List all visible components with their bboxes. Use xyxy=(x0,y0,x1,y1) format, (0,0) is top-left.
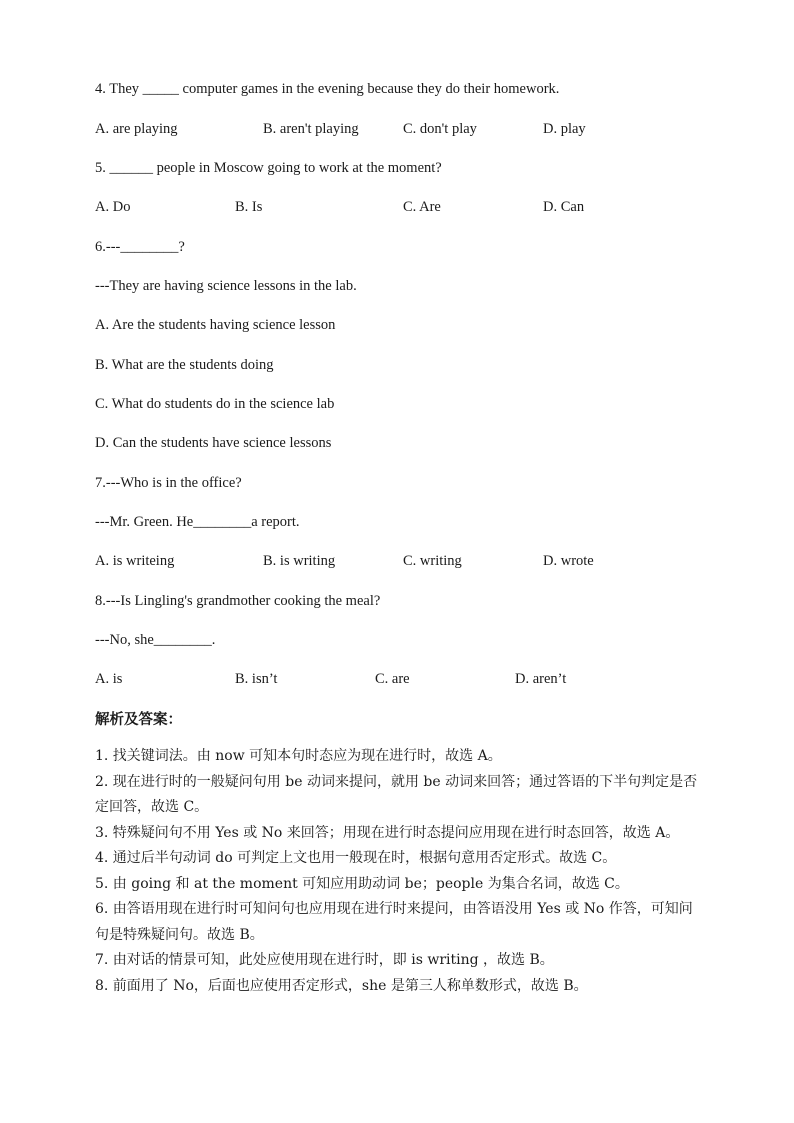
explanation-7: 7. 由对话的情景可知，此处应使用现在进行时，即 is writing ，故选 B。 xyxy=(95,952,554,968)
question-5-stem: 5. ______ people in Moscow going to work at the moment? xyxy=(95,160,442,176)
answers-heading: 解析及答案： xyxy=(95,712,182,728)
question-5-option-d: D. Can xyxy=(543,199,585,215)
question-7-stem: 7.---Who is in the office? xyxy=(95,475,242,491)
question-8-option-b: B. isn’t xyxy=(235,671,278,687)
question-4-option-a: A. are playing xyxy=(95,121,178,137)
question-6-option-a: A. Are the students having science lesson xyxy=(95,317,336,333)
question-4-stem: 4. They _____ computer games in the evening because they do their homework. xyxy=(95,81,560,97)
explanation-3: 3. 特殊疑问句不用 Yes 或 No 来回答；用现在进行时态提问应用现在进行时态回答，故选 A。 xyxy=(95,824,680,841)
question-5-option-c: C. Are xyxy=(403,199,441,215)
question-6-option-d: D. Can the students have science lessons xyxy=(95,435,332,451)
question-8-option-a: A. is xyxy=(95,671,123,687)
explanation-2: 2. 现在进行时的一般疑问句用 be 动词来提问，就用 be 动词来回答；通过答语的下半句判定是否定回答，故选 C。 xyxy=(95,773,698,815)
explanation-8: 8. 前面用了 No，后面也应使用否定形式，she 是第三人称单数形式，故选 B。 xyxy=(95,977,588,994)
question-7-option-c: C. writing xyxy=(403,553,462,569)
question-7-option-d: D. wrote xyxy=(543,553,594,569)
question-5-option-b: B. Is xyxy=(235,199,263,215)
question-4-option-d: D. play xyxy=(543,121,586,137)
question-4-option-c: C. don't play xyxy=(403,121,477,137)
question-6-option-b: B. What are the students doing xyxy=(95,357,274,373)
question-7-option-a: A. is writeing xyxy=(95,553,175,569)
question-6-stem: 6.---________? xyxy=(95,239,185,255)
question-8-stem: 8.---Is Lingling's grandmother cooking the meal? xyxy=(95,593,381,609)
question-6-answer-line: ---They are having science lessons in the lab. xyxy=(95,278,357,294)
explanation-1: 1. 找关键词法。由 now 可知本句时态应为现在进行时，故选 A。 xyxy=(95,748,502,764)
explanations-list xyxy=(95,744,700,999)
explanation-4: 4. 通过后半句动词 do 可判定上文也用一般现在时，根据句意用否定形式。故选 C。 xyxy=(95,850,617,866)
question-6-option-c: C. What do students do in the science lab xyxy=(95,396,335,412)
question-4-option-b: B. aren't playing xyxy=(263,121,359,137)
question-8-option-d: D. aren’t xyxy=(515,671,567,687)
question-8-option-c: C. are xyxy=(375,671,410,687)
question-7-answer-line: ---Mr. Green. He________a report. xyxy=(95,514,300,530)
question-8-answer-line: ---No, she________. xyxy=(95,632,216,648)
question-5-option-a: A. Do xyxy=(95,199,131,215)
explanation-5: 5. 由 going 和 at the moment 可知应用助动词 be；people 为集合名词，故选 C。 xyxy=(95,875,629,892)
explanation-6: 6. 由答语用现在进行时可知问句也应用现在进行时来提问，由答语没用 Yes 或 No 作答，可知问句是特殊疑问句。故选 B。 xyxy=(95,901,693,943)
question-7-option-b: B. is writing xyxy=(263,553,336,569)
